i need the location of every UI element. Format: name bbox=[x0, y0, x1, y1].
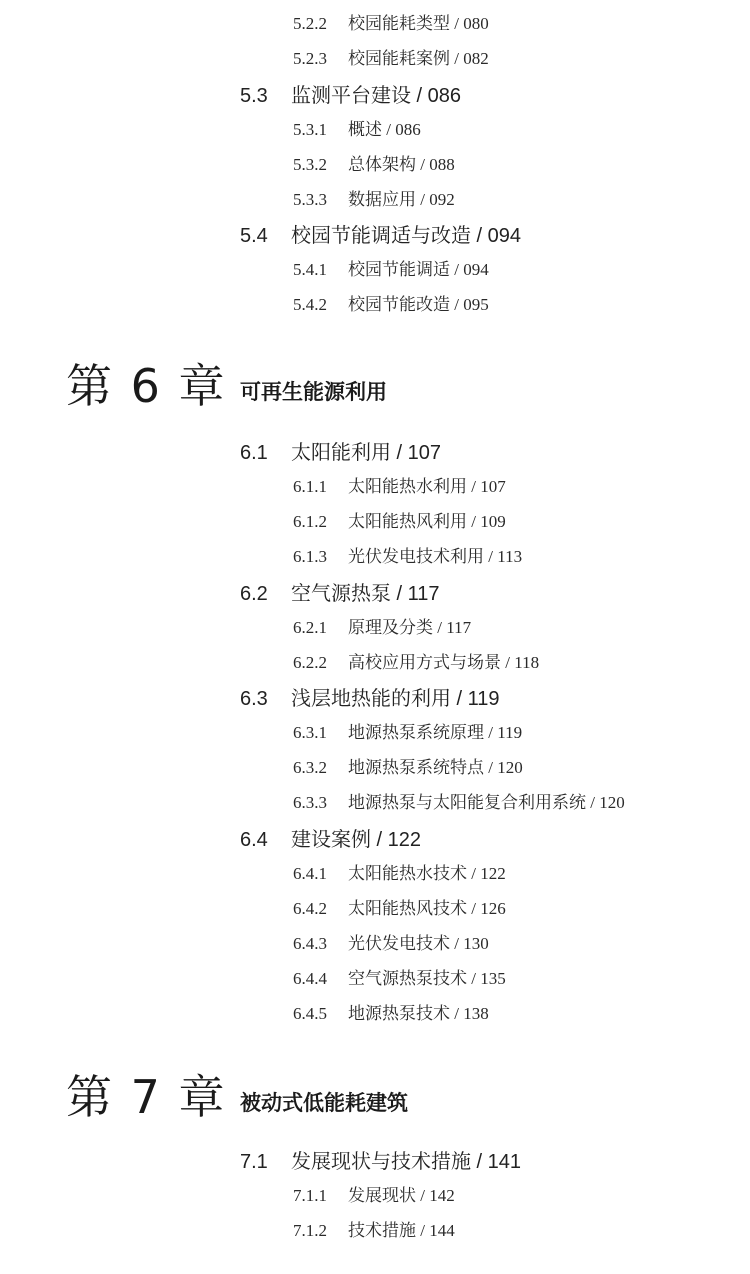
entry-title: 地源热泵与太阳能复合利用系统 / 120 bbox=[348, 793, 625, 812]
toc-entry-5-2-3[interactable] bbox=[293, 50, 489, 67]
section-title: 空气源热泵 / 117 bbox=[291, 583, 440, 605]
toc-entry-5-3-2[interactable] bbox=[293, 156, 455, 173]
entry-number: 5.3.2 bbox=[293, 155, 327, 174]
section-title: 建设案例 / 122 bbox=[291, 829, 422, 851]
toc-entry-6-1-3[interactable] bbox=[293, 548, 522, 565]
toc-entry-5-3-3[interactable] bbox=[293, 191, 455, 208]
section-title: 浅层地热能的利用 / 119 bbox=[291, 688, 500, 710]
toc-entry-6-2-1[interactable] bbox=[293, 619, 471, 636]
toc-entry-6-3-3[interactable] bbox=[293, 794, 625, 811]
section-title: 太阳能利用 / 107 bbox=[291, 442, 442, 464]
toc-entry-7-1-1[interactable] bbox=[293, 1187, 455, 1204]
entry-number: 7.1.1 bbox=[293, 1186, 327, 1205]
entry-title: 空气源热泵技术 / 135 bbox=[348, 969, 506, 988]
toc-entry-6-4-4[interactable] bbox=[293, 970, 506, 987]
toc-entry-6-1-1[interactable] bbox=[293, 478, 506, 495]
entry-title: 校园节能改造 / 095 bbox=[348, 295, 489, 314]
entry-number: 6.4.3 bbox=[293, 934, 327, 953]
toc-entry-5-4-2[interactable] bbox=[293, 296, 489, 313]
toc-section-5-4[interactable] bbox=[240, 226, 521, 246]
entry-title: 太阳能热风技术 / 126 bbox=[348, 899, 506, 918]
entry-title: 地源热泵系统特点 / 120 bbox=[348, 758, 523, 777]
toc-entry-6-4-5[interactable] bbox=[293, 1005, 489, 1022]
entry-number: 5.4.2 bbox=[293, 295, 327, 314]
toc-entry-6-3-2[interactable] bbox=[293, 759, 523, 776]
entry-title: 光伏发电技术 / 130 bbox=[348, 934, 489, 953]
entry-title: 校园节能调适 / 094 bbox=[348, 260, 489, 279]
section-number: 6.4 bbox=[240, 829, 268, 851]
entry-title: 原理及分类 / 117 bbox=[348, 618, 472, 637]
entry-number: 5.4.1 bbox=[293, 260, 327, 279]
entry-title: 总体架构 / 088 bbox=[348, 155, 455, 174]
chapter-6-label: 第 6 章 bbox=[66, 359, 227, 413]
entry-number: 6.4.4 bbox=[293, 969, 327, 988]
toc-entry-6-1-2[interactable] bbox=[293, 513, 506, 530]
toc-entry-6-3-1[interactable] bbox=[293, 724, 522, 741]
toc-entry-5-2-2[interactable] bbox=[293, 15, 489, 32]
toc-entry-6-2-2[interactable] bbox=[293, 654, 539, 671]
section-number: 6.2 bbox=[240, 583, 268, 605]
toc-entry-7-1-2[interactable] bbox=[293, 1222, 455, 1239]
entry-title: 发展现状 / 142 bbox=[348, 1186, 455, 1205]
entry-title: 高校应用方式与场景 / 118 bbox=[348, 653, 540, 672]
toc-entry-5-4-1[interactable] bbox=[293, 261, 489, 278]
section-number: 5.3 bbox=[240, 85, 268, 107]
entry-number: 6.4.1 bbox=[293, 864, 327, 883]
toc-section-6-3[interactable] bbox=[240, 689, 500, 709]
section-number: 7.1 bbox=[240, 1151, 268, 1173]
toc-entry-6-4-3[interactable] bbox=[293, 935, 489, 952]
toc-entry-6-4-1[interactable] bbox=[293, 865, 506, 882]
entry-number: 6.4.5 bbox=[293, 1004, 327, 1023]
entry-number: 6.1.3 bbox=[293, 547, 327, 566]
entry-number: 5.2.3 bbox=[293, 49, 327, 68]
entry-title: 校园能耗案例 / 082 bbox=[348, 49, 489, 68]
entry-title: 太阳能热风利用 / 109 bbox=[348, 512, 506, 531]
toc-entry-5-3-1[interactable] bbox=[293, 121, 421, 138]
entry-title: 概述 / 086 bbox=[348, 120, 421, 139]
toc-section-7-1[interactable] bbox=[240, 1152, 521, 1172]
entry-number: 6.1.1 bbox=[293, 477, 327, 496]
entry-number: 6.2.1 bbox=[293, 618, 327, 637]
entry-number: 6.3.3 bbox=[293, 793, 327, 812]
section-number: 6.1 bbox=[240, 442, 268, 464]
entry-number: 7.1.2 bbox=[293, 1221, 327, 1240]
entry-title: 地源热泵系统原理 / 119 bbox=[348, 723, 523, 742]
chapter-7-label: 第 7 章 bbox=[66, 1070, 227, 1124]
entry-title: 校园能耗类型 / 080 bbox=[348, 14, 489, 33]
toc-section-5-3[interactable] bbox=[240, 86, 461, 106]
entry-number: 5.3.3 bbox=[293, 190, 327, 209]
entry-number: 6.1.2 bbox=[293, 512, 327, 531]
toc-section-6-2[interactable] bbox=[240, 584, 440, 604]
toc-section-6-4[interactable] bbox=[240, 830, 421, 850]
entry-number: 6.4.2 bbox=[293, 899, 327, 918]
entry-title: 地源热泵技术 / 138 bbox=[348, 1004, 489, 1023]
entry-title: 技术措施 / 144 bbox=[348, 1221, 455, 1240]
section-number: 6.3 bbox=[240, 688, 268, 710]
chapter-7-title[interactable]: 被动式低能耗建筑 bbox=[240, 1091, 408, 1115]
entry-title: 太阳能热水技术 / 122 bbox=[348, 864, 506, 883]
entry-number: 6.3.2 bbox=[293, 758, 327, 777]
toc-entry-6-4-2[interactable] bbox=[293, 900, 506, 917]
chapter-6-title[interactable]: 可再生能源利用 bbox=[240, 380, 387, 404]
section-number: 5.4 bbox=[240, 225, 268, 247]
entry-title: 数据应用 / 092 bbox=[348, 190, 455, 209]
section-title: 校园节能调适与改造 / 094 bbox=[291, 225, 522, 247]
section-title: 发展现状与技术措施 / 141 bbox=[291, 1151, 522, 1173]
entry-title: 太阳能热水利用 / 107 bbox=[348, 477, 506, 496]
entry-number: 6.2.2 bbox=[293, 653, 327, 672]
entry-number: 5.3.1 bbox=[293, 120, 327, 139]
toc-section-6-1[interactable] bbox=[240, 443, 441, 463]
entry-number: 6.3.1 bbox=[293, 723, 327, 742]
entry-title: 光伏发电技术利用 / 113 bbox=[348, 547, 523, 566]
entry-number: 5.2.2 bbox=[293, 14, 327, 33]
section-title: 监测平台建设 / 086 bbox=[291, 85, 462, 107]
